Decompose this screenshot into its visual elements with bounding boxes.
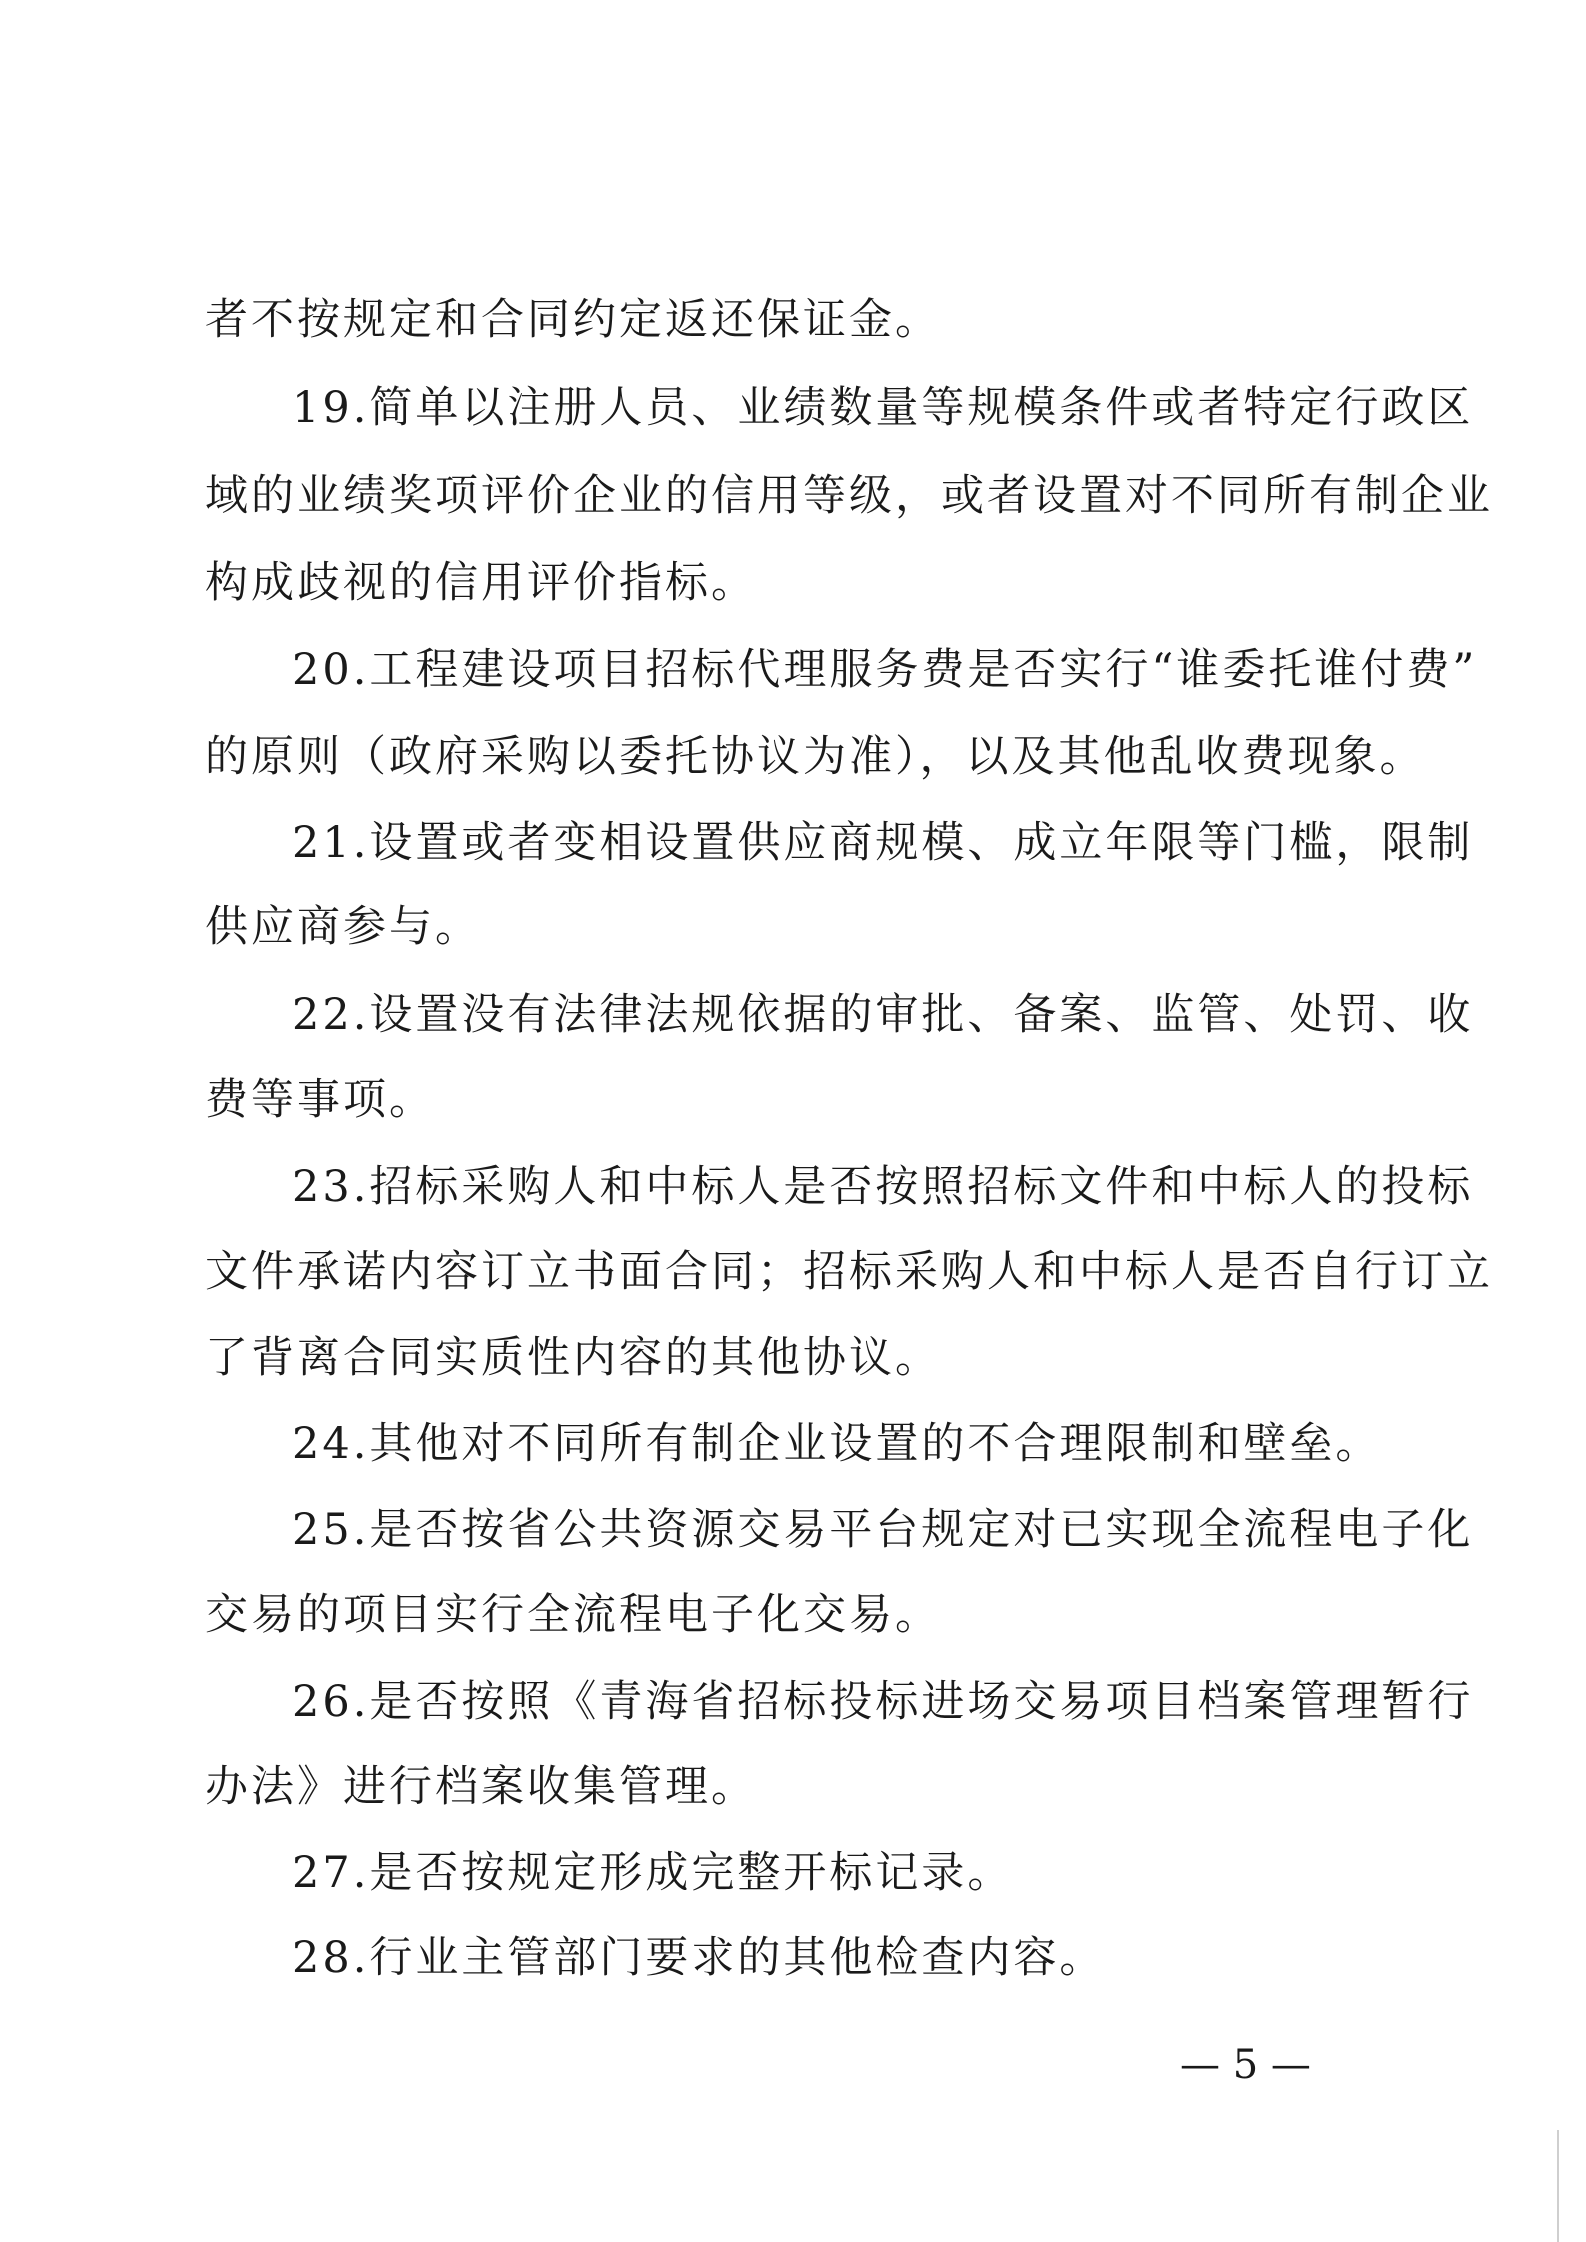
text-line: 21.设置或者变相设置供应商规模、成立年限等门槛，限制 [292,818,1474,868]
text-line: 20.工程建设项目招标代理服务费是否实行“谁委托谁付费” [292,645,1478,695]
text-line: 者不按规定和合同约定返还保证金。 [205,295,941,345]
text-line: 费等事项。 [205,1075,435,1125]
page-number: — 5 — [1180,2042,1311,2088]
text-line: 19.简单以注册人员、业绩数量等规模条件或者特定行政区 [292,383,1474,433]
scan-edge-mark [1557,2130,1559,2242]
text-line: 供应商参与。 [205,902,481,952]
text-line: 27.是否按规定形成完整开标记录。 [292,1848,1014,1898]
text-line: 交易的项目实行全流程电子化交易。 [205,1590,941,1640]
text-line: 文件承诺内容订立书面合同；招标采购人和中标人是否自行订立 [205,1247,1493,1297]
text-line: 办法》进行档案收集管理。 [205,1762,757,1812]
text-line: 25.是否按省公共资源交易平台规定对已实现全流程电子化 [292,1505,1474,1555]
text-line: 构成歧视的信用评价指标。 [205,558,757,608]
text-line: 的原则（政府采购以委托协议为准），以及其他乱收费现象。 [205,732,1426,782]
text-line: 22.设置没有法律法规依据的审批、备案、监管、处罚、收 [292,990,1474,1040]
text-line: 28.行业主管部门要求的其他检查内容。 [292,1933,1106,1983]
text-line: 域的业绩奖项评价企业的信用等级，或者设置对不同所有制企业 [205,471,1493,521]
text-line: 24.其他对不同所有制企业设置的不合理限制和壁垒。 [292,1419,1382,1469]
text-line: 了背离合同实质性内容的其他协议。 [205,1333,941,1383]
text-line: 26.是否按照《青海省招标投标进场交易项目档案管理暂行 [292,1677,1474,1727]
text-line: 23.招标采购人和中标人是否按照招标文件和中标人的投标 [292,1162,1474,1212]
